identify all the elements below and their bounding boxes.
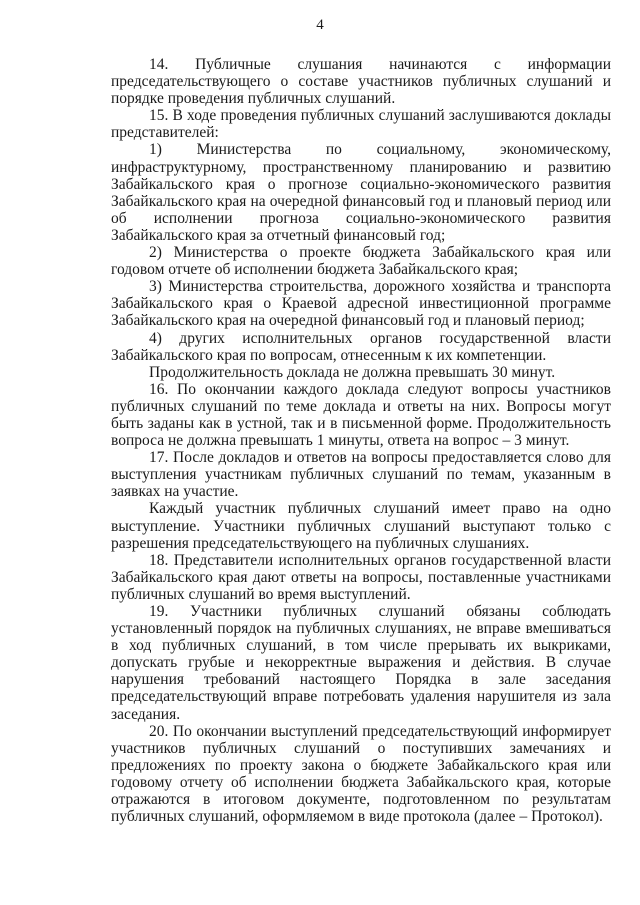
paragraph-15-item-4: 4) других исполнительных органов государственной власти Забайкальского края по вопросам, отнесенным к их компетенции. — [111, 329, 611, 364]
paragraph-15: 15. В ходе проведения публичных слушаний заслушиваются доклады представителей: — [111, 107, 611, 142]
paragraph-19: 19. Участники публичных слушаний обязаны соблюдать установленный порядок на публичных слушаниях, не вправе вмешиваться в ход публичных слушаний, в том числе прерывать их выкриками, допускать грубые и некорректные выражения и действия. В случае нарушения требований настоящего Порядка в зале заседания председательствующий вправе потребовать удаления нарушителя из зала заседания. — [111, 603, 611, 723]
paragraph-16: 16. По окончании каждого доклада следуют вопросы участников публичных слушаний по теме доклада и ответы на них. Вопросы могут быть заданы как в устной, так и в письменной форме. Продолжительность вопроса не должна превышать 1 минуты, ответа на вопрос – 3 минут. — [111, 380, 611, 450]
paragraph-17: 17. После докладов и ответов на вопросы предоставляется слово для выступления участникам публичных слушаний по темам, указанным в заявках на участие. — [111, 449, 611, 501]
paragraph-15-item-3: 3) Министерства строительства, дорожного хозяйства и транспорта Забайкальского края о Краевой адресной инвестиционной программе Забайкальского края на очередной финансовый год и плановый период; — [111, 278, 611, 330]
paragraph-15-item-2: 2) Министерства о проекте бюджета Забайкальского края или годовом отчете об исполнении бюджета Забайкальского края; — [111, 244, 611, 279]
paragraph-17-speech: Каждый участник публичных слушаний имеет право на одно выступление. Участники публичных слушаний выступают только с разрешения председательствующего на публичных слушаниях. — [111, 500, 611, 552]
page-number: 4 — [316, 17, 324, 33]
paragraph-18: 18. Представители исполнительных органов государственной власти Забайкальского края дают ответы на вопросы, поставленные участниками публичных слушаний во время выступлений. — [111, 551, 611, 603]
paragraph-15-item-1: 1) Министерства по социальному, экономическому, инфраструктурному, пространственному планированию и развитию Забайкальского края о прогнозе социально-экономического развития Забайкальского края на очередной финансовый год и плановый период или об исполнении прогноза социально-экономического развития Забайкальского края за отчетный финансовый год; — [111, 141, 611, 244]
document-body — [111, 56, 611, 825]
paragraph-20: 20. По окончании выступлений председательствующий информирует участников публичных слушаний о поступивших замечаниях и предложениях по проекту закона о бюджете Забайкальского края или годовому отчету об исполнении бюджета Забайкальского края, которые отражаются в итоговом документе, подготовленном по результатам публичных слушаний, оформляемом в виде протокола (далее – Протокол). — [111, 722, 611, 826]
paragraph-report-duration: Продолжительность доклада не должна превышать 30 минут. — [149, 363, 556, 381]
paragraph-14: 14. Публичные слушания начинаются с информации председательствующего о составе участников публичных слушаний и порядке проведения публичных слушаний. — [111, 56, 611, 108]
